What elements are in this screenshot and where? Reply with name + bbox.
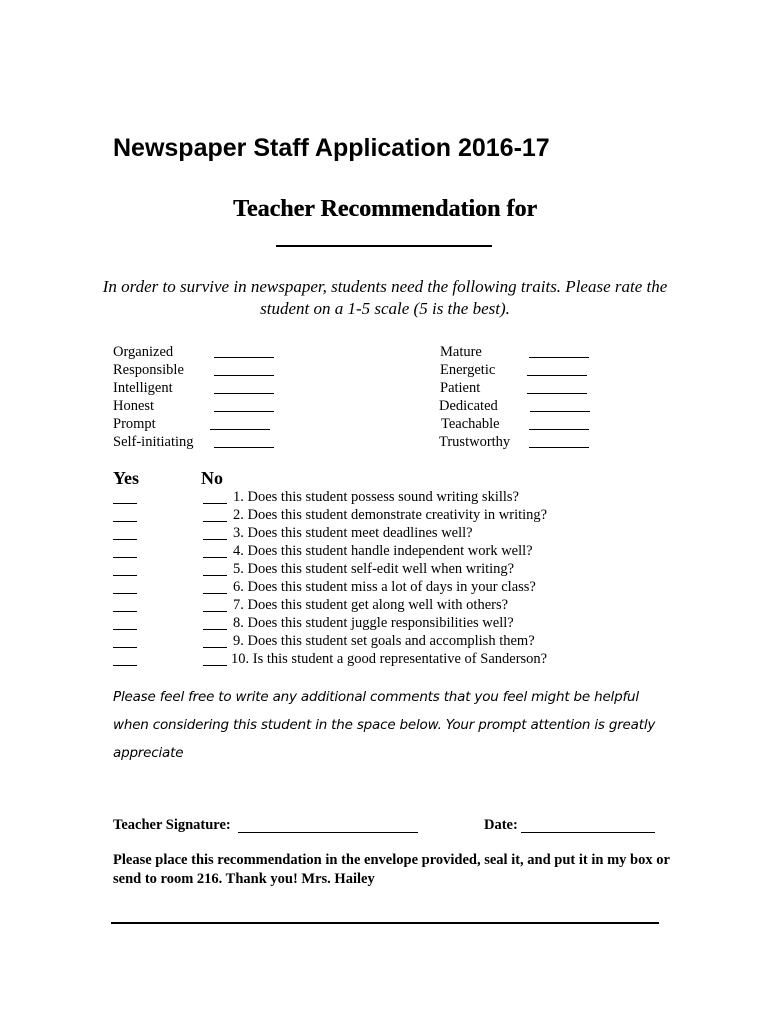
question-item: 1. Does this student possess sound writing skills?	[233, 489, 519, 505]
signature-line[interactable]	[238, 832, 418, 833]
trait-rating-blank[interactable]	[530, 411, 590, 412]
question-item: 3. Does this student meet deadlines well?	[233, 525, 473, 541]
trait-label: Patient	[440, 380, 481, 396]
no-answer-blank[interactable]	[203, 665, 227, 666]
trait-rating-blank[interactable]	[214, 357, 274, 358]
trait-label: Energetic	[440, 362, 496, 378]
trait-rating-blank[interactable]	[529, 447, 589, 448]
bottom-divider	[111, 922, 659, 924]
trait-label: Mature	[440, 344, 482, 360]
yes-answer-blank[interactable]	[113, 629, 137, 630]
yes-answer-blank[interactable]	[113, 503, 137, 504]
trait-rating-blank[interactable]	[214, 411, 274, 412]
trait-label: Self-initiating	[113, 434, 194, 450]
signature-label: Teacher Signature:	[113, 817, 231, 833]
yes-answer-blank[interactable]	[113, 539, 137, 540]
no-answer-blank[interactable]	[203, 629, 227, 630]
question-item: 5. Does this student self-edit well when writing?	[233, 561, 515, 577]
no-answer-blank[interactable]	[203, 557, 227, 558]
yes-answer-blank[interactable]	[113, 575, 137, 576]
trait-label: Dedicated	[439, 398, 498, 414]
yes-answer-blank[interactable]	[113, 665, 137, 666]
trait-rating-blank[interactable]	[214, 393, 274, 394]
no-answer-blank[interactable]	[203, 647, 227, 648]
question-item: 9. Does this student set goals and accomplish them?	[233, 633, 535, 649]
date-label: Date:	[484, 817, 518, 833]
question-item: 7. Does this student get along well with others?	[233, 597, 509, 613]
trait-label: Responsible	[113, 362, 184, 378]
trait-label: Organized	[113, 344, 174, 360]
page-title: Newspaper Staff Application 2016-17	[113, 134, 550, 162]
trait-label: Prompt	[113, 416, 156, 432]
closing-instructions: Please place this recommendation in the envelope provided, seal it, and put it in my box or send to room 216. Thank you! Mrs. Hailey	[113, 852, 670, 887]
trait-rating-blank[interactable]	[210, 429, 270, 430]
no-answer-blank[interactable]	[203, 593, 227, 594]
student-name-line[interactable]	[276, 245, 492, 247]
trait-rating-blank[interactable]	[527, 393, 587, 394]
trait-rating-blank[interactable]	[214, 375, 274, 376]
question-item: 8. Does this student juggle responsibilities well?	[233, 615, 514, 631]
yes-answer-blank[interactable]	[113, 593, 137, 594]
trait-rating-blank[interactable]	[527, 375, 587, 376]
trait-label: Trustworthy	[439, 434, 511, 450]
yes-answer-blank[interactable]	[113, 521, 137, 522]
subtitle: Teacher Recommendation for	[233, 196, 537, 222]
yes-answer-blank[interactable]	[113, 611, 137, 612]
trait-rating-blank[interactable]	[529, 357, 589, 358]
trait-rating-blank[interactable]	[214, 447, 274, 448]
yes-answer-blank[interactable]	[113, 557, 137, 558]
no-answer-blank[interactable]	[203, 503, 227, 504]
no-answer-blank[interactable]	[203, 521, 227, 522]
yes-answer-blank[interactable]	[113, 647, 137, 648]
no-answer-blank[interactable]	[203, 539, 227, 540]
yes-column-header: Yes	[113, 468, 139, 488]
intro-text: In order to survive in newspaper, students need the following traits. Please rate the student on a 1-5 scale (5 is the best).	[102, 277, 668, 318]
question-item: 6. Does this student miss a lot of days in your class?	[233, 579, 536, 595]
no-answer-blank[interactable]	[203, 611, 227, 612]
trait-label: Intelligent	[113, 380, 173, 396]
no-answer-blank[interactable]	[203, 575, 227, 576]
question-item: 10. Is this student a good representative of Sanderson?	[231, 651, 548, 667]
question-item: 2. Does this student demonstrate creativity in writing?	[233, 507, 548, 523]
date-line[interactable]	[521, 832, 655, 833]
no-column-header: No	[201, 468, 223, 488]
trait-label: Honest	[113, 398, 155, 414]
trait-label: Teachable	[441, 416, 500, 432]
trait-rating-blank[interactable]	[529, 429, 589, 430]
comments-instructions: Please feel free to write any additional comments that you feel might be helpful when considering this student in the space below. Your prompt attention is greatly appreciate	[113, 689, 656, 761]
question-item: 4. Does this student handle independent work well?	[233, 543, 533, 559]
